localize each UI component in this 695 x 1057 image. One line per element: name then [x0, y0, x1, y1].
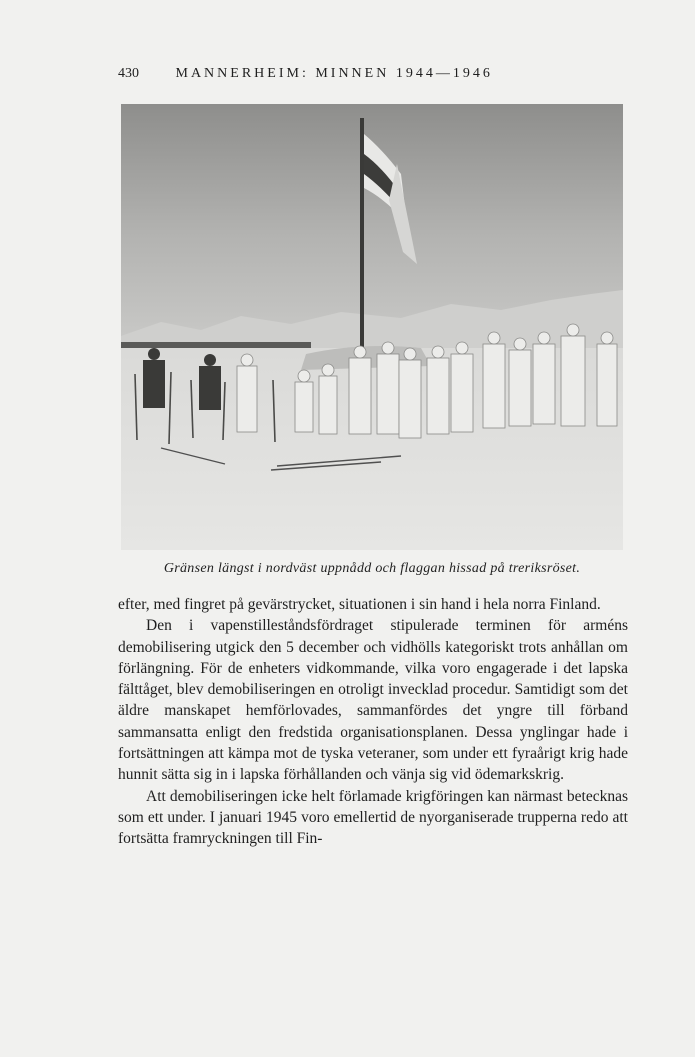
paragraph-2: Den i vapenstilleståndsfördraget stipulerade terminen för arméns demobilisering utgick den 5 december och vidhölls kategoriskt trots anhållan om förlängning. För de enheters vidkommande, vilka voro engagerade i det lapska fälttåget, blev demobiliseringen en otroligt invecklad procedur. Samtidigt som det äldre manskapet hemförlovades, sammanfördes det yngre till förband sammansatta enligt den fredstida organisationsplanen. Dessa ynglingar hade i fortsättningen att kämpa mot de tyska veteraner, som under ett fyraårigt krig hade hunnit sätta sig in i lapska förhållanden och vänja sig vid ödemarkskrig. — [118, 617, 628, 784]
paragraph-1: efter, med fingret på gevärstrycket, situationen i sin hand i hela norra Finland. — [118, 596, 601, 613]
body-text — [118, 594, 628, 850]
flagpole — [360, 118, 364, 354]
figure-caption: Gränsen längst i nordväst uppnådd och flaggan hissad på treriksröset. — [163, 561, 581, 576]
photograph-flag-at-border-cairn — [121, 104, 623, 550]
page-header — [118, 66, 618, 82]
photo-illustration — [121, 104, 623, 550]
paragraph-3: Att demobiliseringen icke helt förlamade krigföringen kan närmast betecknas som ett under. I januari 1945 voro emellertid de nyorganiserade trupperna redo att fortsätta framryckningen till Fin- — [118, 787, 628, 848]
page-number: 430 — [118, 66, 139, 81]
running-title: MANNERHEIM: MINNEN 1944—1946 — [175, 66, 493, 81]
